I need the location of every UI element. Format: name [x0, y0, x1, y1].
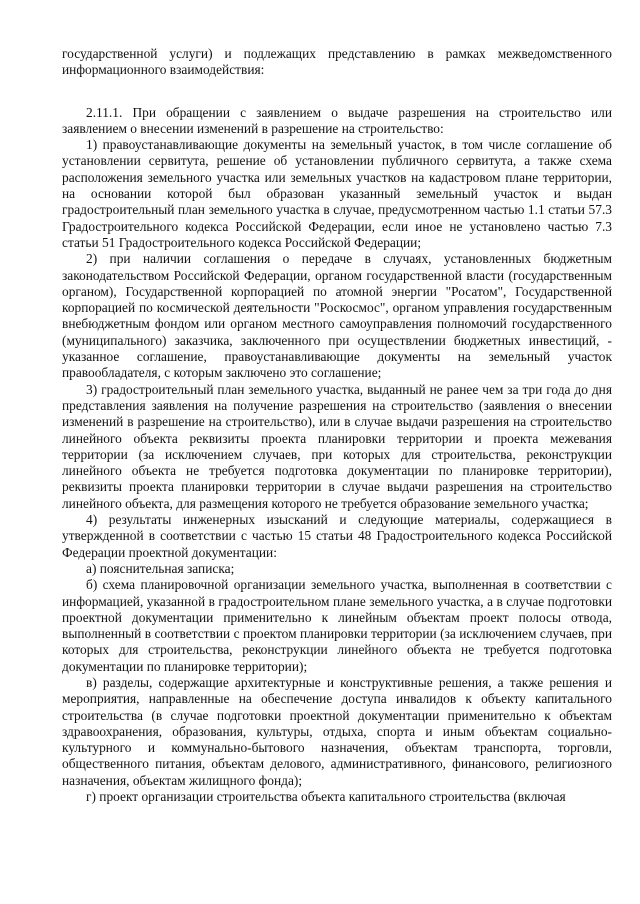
- list-item-3: 3) градостроительный план земельного участка, выданный не ранее чем за три года до дня представления заявления на получение разрешения на строительство (заявления о внесении изменений в разрешение на строительство), или в случае выдачи разрешения на строительство линейного объекта реквизиты проекта планировки территории и проекта межевания территории (за исключением случаев, при которых для строительства, реконструкции линейного объекта не требуется подготовка документации по планировке территории), реквизиты проекта планировки территории в случае выдачи разрешения на строительство линейного объекта, для размещения которого не требуется образование земельного участка;: [62, 381, 612, 511]
- list-item-4: 4) результаты инженерных изысканий и следующие материалы, содержащиеся в утвержденной в соответствии с частью 15 статьи 48 Градостроительного кодекса Российской Федерации проектной документации:: [62, 512, 612, 560]
- paragraph-gap: [62, 79, 612, 105]
- sub-item-b: б) схема планировочной организации земельного участка, выполненная в соответствии с информацией, указанной в градостроительном плане земельного участка, а в случае подготовки проектной документации применительно к линейным объектам проект полосы отвода, выполненный в соответствии с проектом планировки территории (за исключением случаев, при которых для строительства, реконструкции линейного объекта не требуется подготовка документации по планировке территории);: [62, 577, 612, 674]
- paragraph-continuation: государственной услуги) и подлежащих представлению в рамках межведомственного информационного взаимодействия:: [62, 46, 612, 78]
- sub-item-v: в) разделы, содержащие архитектурные и конструктивные решения, а также решения и мероприятия, направленные на обеспечение доступа инвалидов к объекту капитального строительства (в случае подготовки проектной документации применительно к объектам здравоохранения, образования, культуры, отдыха, спорта и иным объектам социально-культурного и коммунально-бытового назначения, объектам транспорта, торговли, общественного питания, объектам делового, административного, финансового, религиозного назначения, объектам жилищного фонда);: [62, 674, 612, 788]
- sub-item-g: г) проект организации строительства объекта капитального строительства (включая: [86, 789, 566, 805]
- list-item-1: 1) правоустанавливающие документы на земельный участок, в том числе соглашение об установлении сервитута, решение об установлении публичного сервитута, а также схема расположения земельного участка или земельных участков на кадастровом плане территории, на основании которой был образован указанный земельный участок и выдан градостроительный план земельного участка в случае, предусмотренном частью 1.1 статьи 57.3 Градостроительного кодекса Российской Федерации, если иное не установлено частью 7.3 статьи 51 Градостроительного кодекса Российской Федерации;: [62, 137, 612, 250]
- paragraph-section-2-11-1: 2.11.1. При обращении с заявлением о выдаче разрешения на строительство или заявлением о внесении изменений в разрешение на строительство:: [62, 104, 612, 136]
- list-item-2: 2) при наличии соглашения о передаче в случаях, установленных бюджетным законодательством Российской Федерации, органом государственной власти (государственным органом), Государственной корпорацией по атомной энергии "Росатом", Государственной корпорацией по космической деятельности "Роскосмос", органом управления государственным внебюджетным фондом или органом местного самоуправления полномочий государственного (муниципального) заказчика, заключенного при осуществлении бюджетных инвестиций, - указанное соглашение, правоустанавливающие документы на земельный участок правообладателя, с которым заключено это соглашение;: [62, 251, 612, 381]
- sub-item-a: а) пояснительная записка;: [86, 560, 235, 576]
- document-page: [62, 46, 612, 805]
